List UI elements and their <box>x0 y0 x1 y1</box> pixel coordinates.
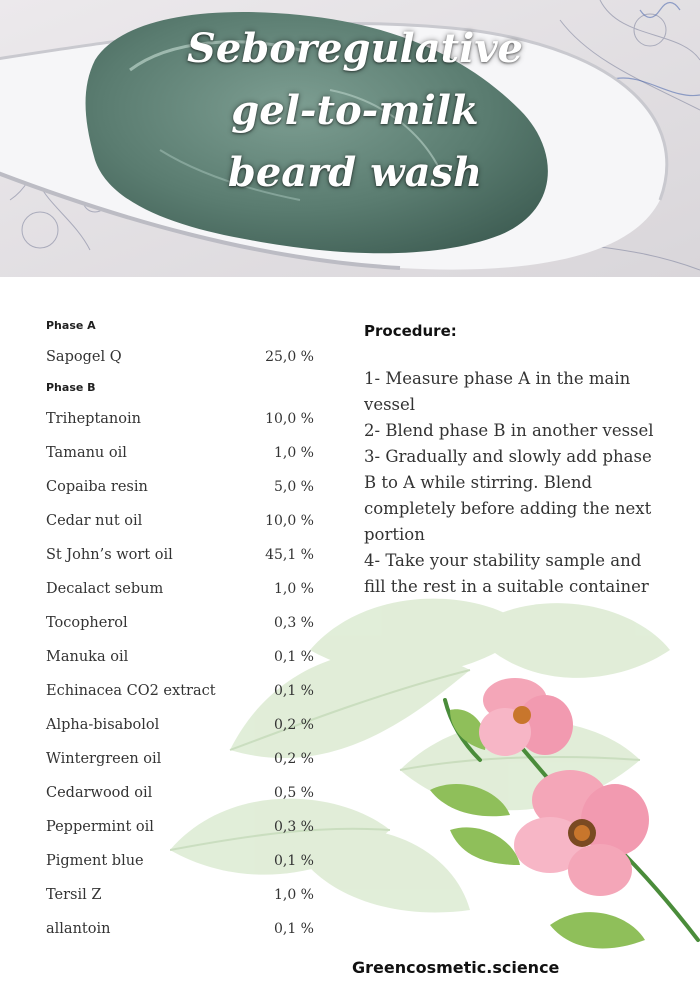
ingredient-name: Wintergreen oil <box>46 751 162 767</box>
phase-b-label: Phase B <box>46 381 96 394</box>
website-footer: Greencosmetic.science <box>352 958 560 977</box>
ingredient-row <box>46 912 314 946</box>
ingredient-row <box>46 674 314 708</box>
ingredient-name: allantoin <box>46 921 111 937</box>
ingredient-name: Tocopherol <box>46 615 128 631</box>
phase-a-label: Phase A <box>46 319 96 332</box>
ingredient-row <box>46 844 314 878</box>
ingredient-row <box>46 572 314 606</box>
ingredient-percent: 25,0 % <box>265 349 314 365</box>
ingredient-percent: 0,5 % <box>273 785 314 801</box>
procedure-step-2: 2- Blend phase B in another vessel <box>364 421 654 440</box>
ingredient-row <box>46 708 314 742</box>
ingredient-name: Triheptanoin <box>46 411 141 427</box>
ingredient-name: Cedar nut oil <box>46 513 143 529</box>
ingredient-row <box>46 810 314 844</box>
ingredient-name: Copaiba resin <box>46 479 148 495</box>
ingredient-row <box>46 340 314 374</box>
ingredient-percent: 10,0 % <box>265 513 314 529</box>
ingredient-row <box>46 776 314 810</box>
ingredient-name: Peppermint oil <box>46 819 154 835</box>
hero-photo <box>0 0 700 277</box>
title-line-3: beard wash <box>227 149 483 196</box>
ingredient-row <box>46 436 314 470</box>
pink-flowers-illustration <box>420 670 700 960</box>
ingredients-list <box>46 318 314 946</box>
procedure-section <box>364 322 664 600</box>
procedure-step-3: 3- Gradually and slowly add phase B to A while stirring. Blend completely before adding the next portion <box>364 447 652 544</box>
ingredient-name: Echinacea CO2 extract <box>46 683 216 699</box>
ingredient-name: Sapogel Q <box>46 349 122 365</box>
ingredient-name: Alpha-bisabolol <box>46 717 160 733</box>
ingredient-percent: 45,1 % <box>265 547 314 563</box>
ingredient-percent: 0,1 % <box>273 649 314 665</box>
procedure-heading: Procedure: <box>364 322 457 340</box>
ingredient-percent: 0,3 % <box>273 819 314 835</box>
ingredient-name: Tamanu oil <box>46 445 127 461</box>
ingredient-row <box>46 640 314 674</box>
ingredient-row <box>46 470 314 504</box>
procedure-step-1: 1- Measure phase A in the main vessel <box>364 369 631 414</box>
ingredient-row <box>46 538 314 572</box>
ingredient-row <box>46 504 314 538</box>
ingredient-row <box>46 402 314 436</box>
ingredient-percent: 0,1 % <box>273 921 314 937</box>
ingredient-percent: 0,3 % <box>273 615 314 631</box>
ingredient-row <box>46 878 314 912</box>
ingredient-name: Manuka oil <box>46 649 129 665</box>
ingredient-percent: 0,2 % <box>273 751 314 767</box>
flower-bottom <box>514 770 649 896</box>
ingredient-name: Cedarwood oil <box>46 785 153 801</box>
ingredient-percent: 1,0 % <box>273 581 314 597</box>
ingredient-percent: 1,0 % <box>273 887 314 903</box>
ingredient-row <box>46 606 314 640</box>
ingredient-percent: 0,1 % <box>273 853 314 869</box>
procedure-step-4: 4- Take your stability sample and fill the rest in a suitable container <box>364 551 649 596</box>
ingredient-name: Decalact sebum <box>46 581 164 597</box>
ingredient-row <box>46 742 314 776</box>
ingredient-name: Tersil Z <box>46 887 102 903</box>
ingredient-percent: 1,0 % <box>273 445 314 461</box>
ingredient-percent: 10,0 % <box>265 411 314 427</box>
ingredient-percent: 5,0 % <box>273 479 314 495</box>
flower-top <box>479 678 573 756</box>
ingredient-name: Pigment blue <box>46 853 144 869</box>
ingredient-percent: 0,2 % <box>273 717 314 733</box>
ingredient-percent: 0,1 % <box>273 683 314 699</box>
title-line-1: Seboregulative <box>186 25 524 72</box>
ingredient-name: St John’s wort oil <box>46 547 173 563</box>
title-line-2: gel-to-milk <box>231 87 479 134</box>
page-title <box>150 18 560 204</box>
